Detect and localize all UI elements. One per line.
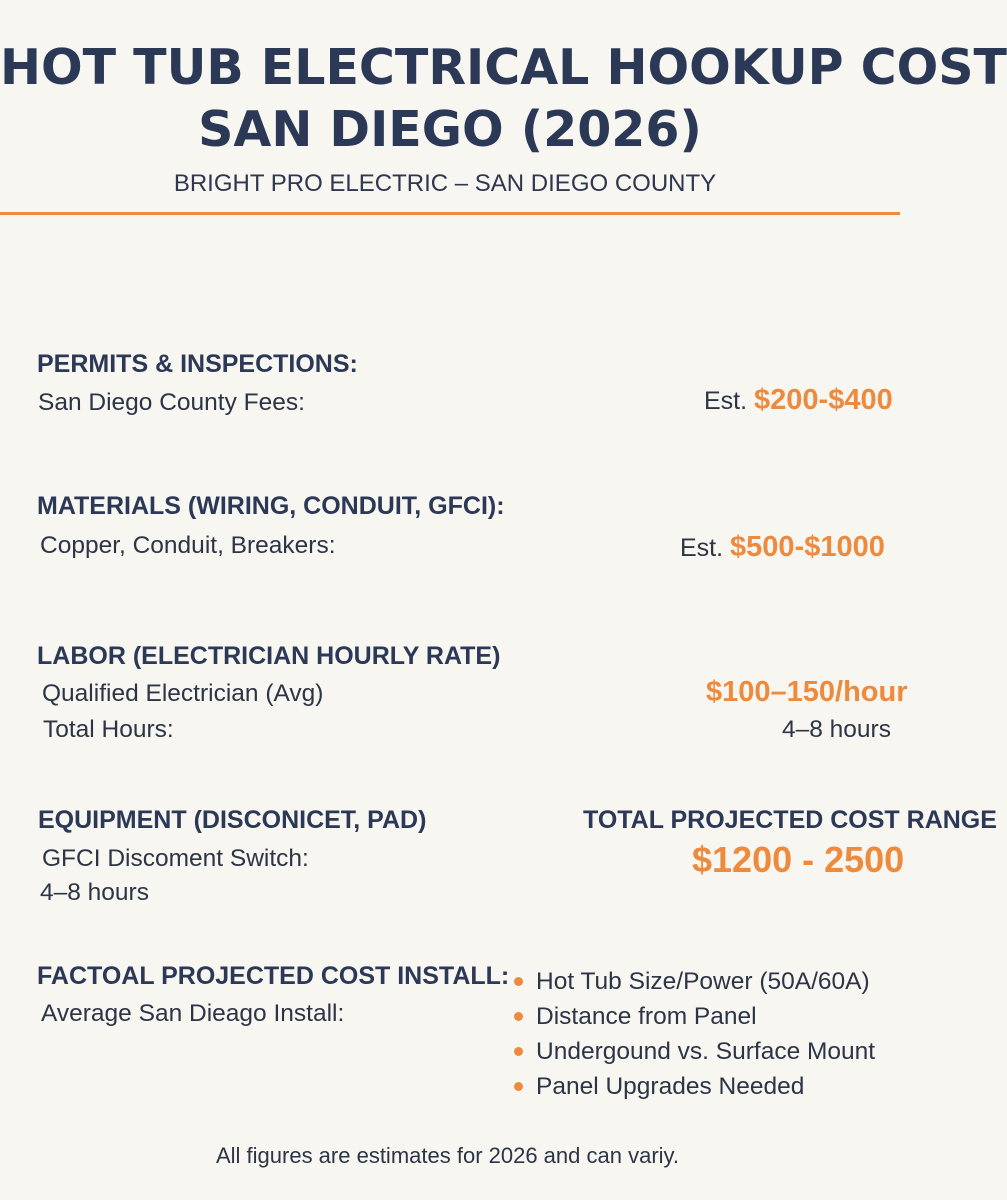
factor-text: Hot Tub Size/Power (50A/60A) xyxy=(536,968,870,995)
factors-list xyxy=(512,964,875,1104)
permits-label: San Diego County Fees: xyxy=(38,389,305,416)
bullet-dot-icon xyxy=(514,1012,523,1021)
materials-heading: MATERIALS (WIRING, CONDUIT, GFCI): xyxy=(37,492,505,520)
factor-item xyxy=(512,999,875,1034)
factor-text: Undergound vs. Surface Mount xyxy=(536,1038,876,1065)
page-title-line2: SAN DIEGO (2026) xyxy=(198,101,702,158)
factors-heading: FACTOAL PROJECTED COST INSTALL: xyxy=(37,962,510,990)
labor-heading: LABOR (ELECTRICIAN HOURLY RATE) xyxy=(37,642,501,670)
total-heading: TOTAL PROJECTED COST RANGE xyxy=(583,806,997,834)
equipment-hours: 4–8 hours xyxy=(40,879,149,906)
factors-label: Average San Dieago Install: xyxy=(41,1000,345,1027)
bullet-dot-icon xyxy=(514,1082,523,1091)
factor-item xyxy=(512,964,875,999)
factor-text: Panel Upgrades Needed xyxy=(536,1073,805,1100)
labor-label-hours: Total Hours: xyxy=(43,716,174,743)
permits-amount: $200-$400 xyxy=(754,384,893,416)
page-subtitle: BRIGHT PRO ELECTRIC – SAN DIEGO COUNTY xyxy=(173,170,717,197)
permits-est-prefix: Est. xyxy=(704,387,748,415)
labor-rate: $100–150/hour xyxy=(706,676,908,708)
materials-est-prefix: Est. xyxy=(680,534,724,562)
materials-amount: $500-$1000 xyxy=(730,531,885,563)
permits-heading: PERMITS & INSPECTIONS: xyxy=(37,350,358,378)
equipment-label: GFCI Discoment Switch: xyxy=(42,845,309,872)
total-amount: $1200 - 2500 xyxy=(692,839,905,880)
permits-estimate xyxy=(704,384,893,417)
factor-item xyxy=(512,1034,875,1069)
materials-estimate xyxy=(680,531,885,564)
header-divider xyxy=(0,212,900,215)
bullet-dot-icon xyxy=(514,1047,523,1056)
factor-item xyxy=(512,1069,875,1104)
equipment-heading: EQUIPMENT (DISCONICET, PAD) xyxy=(38,806,427,834)
bullet-dot-icon xyxy=(514,977,523,986)
materials-label: Copper, Conduit, Breakers: xyxy=(40,532,336,559)
page-title-line1: HOT TUB ELECTRICAL HOOKUP COST xyxy=(0,39,1007,96)
factor-text: Distance from Panel xyxy=(536,1003,757,1030)
labor-hours: 4–8 hours xyxy=(782,716,891,743)
labor-label-rate: Qualified Electrician (Avg) xyxy=(42,680,324,707)
footer-note: All figures are estimates for 2026 and can variy. xyxy=(215,1143,680,1168)
